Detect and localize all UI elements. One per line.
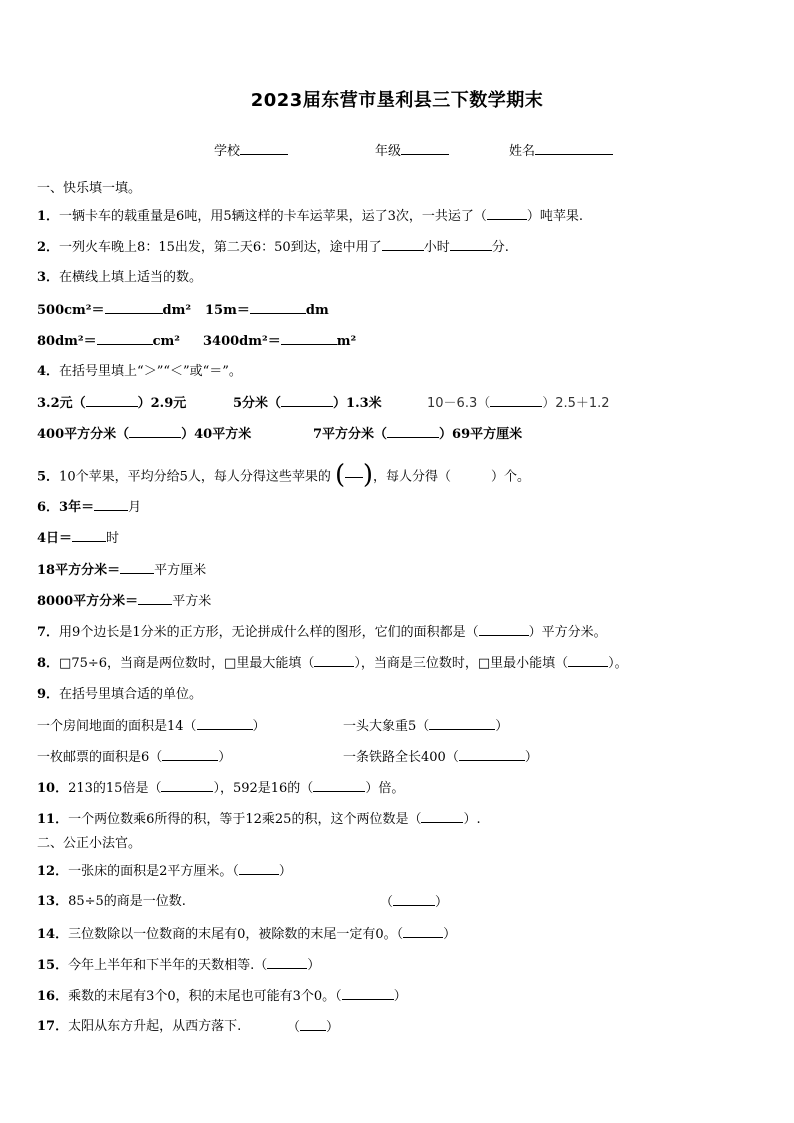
question-number: 16．	[37, 989, 69, 1004]
item-text: 3400dm²＝	[203, 334, 281, 349]
question-8	[37, 654, 628, 673]
answer-blank[interactable]	[459, 748, 525, 761]
item-text: 18平方分米＝	[37, 563, 121, 578]
q9-item-3	[37, 748, 231, 767]
question-2	[37, 238, 509, 257]
question-14	[37, 925, 456, 944]
item-unit: 平方米	[172, 594, 212, 609]
answer-blank[interactable]	[120, 561, 154, 574]
question-text: 在括号里填合适的单位。	[59, 687, 203, 702]
question-text-end: ）.	[463, 812, 481, 827]
answer-blank[interactable]	[451, 469, 491, 481]
paren-open: （	[380, 895, 394, 910]
grade-label: 年级	[375, 144, 402, 159]
item-text-end: ）	[495, 719, 509, 734]
answer-blank-2[interactable]	[313, 779, 365, 792]
item-text: 10－6.3（	[427, 396, 491, 411]
answer-blank[interactable]	[72, 529, 106, 542]
item-text: 4日＝	[37, 531, 73, 546]
question-5	[37, 462, 530, 492]
paren-close: ）	[326, 1020, 340, 1035]
question-number: 12．	[37, 864, 69, 879]
answer-blank[interactable]	[479, 623, 529, 636]
question-text-end: ）平方分米。	[528, 625, 607, 640]
question-text-end: ）。	[608, 656, 628, 671]
item-text-end: ）	[524, 750, 538, 765]
fraction-left-paren: (	[335, 460, 346, 490]
question-1	[37, 207, 583, 226]
item-text: 15m＝	[205, 303, 250, 318]
question-text: 10个苹果，平均分给5人，每人分得这些苹果的	[59, 469, 331, 485]
answer-blank-2[interactable]	[568, 654, 608, 667]
item-text: 5分米（	[233, 396, 282, 411]
section-2-heading: 二、公正小法官。	[37, 836, 142, 851]
question-text: □75÷6，当商是两位数时，□里最大能填（	[59, 656, 315, 671]
question-number: 9．	[37, 687, 60, 702]
item-text-end: ）	[252, 719, 266, 734]
question-text-end: ）	[443, 927, 457, 942]
question-12	[37, 862, 292, 881]
name-field	[509, 140, 613, 159]
question-text: 一个两位数乘6所得的积，等于12乘25的积，这个两位数是（	[68, 812, 422, 827]
answer-blank[interactable]	[267, 956, 307, 969]
answer-blank[interactable]	[487, 207, 527, 220]
q3-item-4	[203, 332, 356, 351]
item-unit: dm²	[162, 303, 192, 318]
hours-blank[interactable]	[382, 238, 424, 251]
answer-blank-1[interactable]	[314, 654, 354, 667]
question-6a	[37, 498, 141, 517]
item-text-end: ）69平方厘米	[439, 427, 523, 442]
question-6b	[37, 529, 119, 548]
answer-blank[interactable]	[342, 987, 394, 1000]
item-unit: cm²	[152, 334, 181, 349]
item-unit: dm	[305, 303, 329, 318]
item-unit: 平方厘米	[154, 563, 207, 578]
question-13	[37, 893, 186, 911]
q4-item-4	[37, 425, 251, 444]
q3-item-3	[37, 332, 180, 351]
question-number: 15．	[37, 958, 69, 973]
question-number: 14．	[37, 927, 69, 942]
q4-item-2	[233, 394, 382, 413]
question-number: 17．	[37, 1019, 69, 1034]
q3-item-2	[205, 301, 329, 320]
question-text-end: ）吨苹果.	[526, 209, 584, 224]
item-text: 500cm²＝	[37, 303, 105, 318]
question-text: 太阳从东方升起，从西方落下.	[68, 1019, 242, 1034]
question-11	[37, 810, 481, 829]
grade-field	[375, 140, 449, 159]
question-text: 一辆卡车的载重量是6吨，用5辆这样的卡车运苹果，运了3次，一共运了（	[59, 209, 487, 224]
question-10	[37, 779, 404, 798]
item-text: 一枚邮票的面积是6（	[37, 750, 163, 765]
question-4	[37, 363, 242, 381]
question-number: 2．	[37, 240, 60, 255]
question-text-mid: 小时	[423, 240, 450, 255]
answer-blank[interactable]	[94, 498, 128, 511]
question-text-end: ）	[393, 989, 407, 1004]
section-1-heading: 一、快乐填一填。	[37, 181, 142, 196]
question-number: 6．	[37, 500, 60, 515]
question-number: 1．	[37, 209, 60, 224]
question-text: 213的15倍是（	[68, 781, 162, 796]
question-13-answer	[380, 893, 448, 912]
answer-blank[interactable]	[421, 810, 463, 823]
question-7	[37, 623, 607, 642]
item-text: 400平方分米（	[37, 427, 130, 442]
question-6c	[37, 561, 206, 580]
item-unit: m²	[336, 334, 357, 349]
answer-blank[interactable]	[162, 748, 218, 761]
question-text: 一列火车晚上8：15出发，第二天6：50到达，途中用了	[59, 240, 382, 255]
school-field	[214, 140, 288, 159]
answer-blank[interactable]	[429, 717, 495, 730]
answer-blank[interactable]	[490, 394, 542, 407]
answer-blank[interactable]	[239, 862, 279, 875]
question-text: 一张床的面积是2平方厘米。（	[68, 864, 239, 879]
question-number: 5．	[37, 469, 60, 485]
item-text: 7平方分米（	[313, 427, 388, 442]
fraction-right-paren: )	[362, 460, 374, 490]
name-label: 姓名	[509, 144, 536, 159]
item-unit: 时	[106, 531, 120, 546]
question-text-mid: ），592是16的（	[213, 781, 314, 796]
question-number: 11．	[37, 812, 69, 827]
question-text: 在横线上填上适当的数。	[59, 270, 203, 285]
q9-item-1	[37, 717, 266, 736]
paren-open: （	[287, 1020, 301, 1035]
answer-blank-1[interactable]	[161, 779, 213, 792]
question-number: 7．	[37, 625, 60, 640]
item-text-end: ）2.9元	[137, 396, 187, 411]
question-text: 今年上半年和下半年的天数相等.（	[68, 958, 268, 973]
question-text: 用9个边长是1分米的正方形，无论拼成什么样的图形，它们的面积都是（	[59, 625, 479, 640]
item-text-end: ）40平方米	[181, 427, 252, 442]
q9-item-4	[343, 748, 538, 767]
question-text: 三位数除以一位数商的末尾有0，被除数的末尾一定有0。（	[68, 927, 404, 942]
q4-item-1	[37, 394, 186, 413]
question-16	[37, 987, 407, 1006]
item-text-end: ）1.3米	[333, 396, 382, 411]
school-label: 学校	[214, 144, 241, 159]
item-unit: 月	[128, 500, 142, 515]
item-text: 8000平方分米＝	[37, 594, 139, 609]
question-3	[37, 269, 202, 287]
question-text-mid: ，每人分得（	[373, 469, 452, 485]
question-15	[37, 956, 320, 975]
question-text-end: 分.	[491, 240, 509, 255]
item-text: 3.2元（	[37, 396, 86, 411]
item-text: 一个房间地面的面积是14（	[37, 719, 197, 734]
item-text-end: ）	[218, 750, 232, 765]
question-text-mid: ），当商是三位数时，□里最小能填（	[354, 656, 569, 671]
answer-blank[interactable]	[281, 332, 337, 345]
answer-blank[interactable]	[197, 717, 253, 730]
question-text: 乘数的末尾有3个0，积的末尾也可能有3个0。（	[68, 989, 342, 1004]
question-6d	[37, 592, 211, 611]
question-number: 10．	[37, 781, 69, 796]
q4-item-5	[313, 425, 522, 444]
minutes-blank[interactable]	[450, 238, 492, 251]
answer-blank[interactable]	[393, 893, 435, 906]
q9-item-2	[343, 717, 508, 736]
question-17	[37, 1018, 241, 1036]
answer-blank[interactable]	[138, 592, 172, 605]
item-text-end: ）2.5＋1.2	[542, 396, 610, 411]
question-text-end: ）倍。	[365, 781, 405, 796]
question-number: 13．	[37, 894, 69, 909]
question-text-end: ）个。	[491, 469, 531, 485]
q4-item-3	[427, 394, 610, 413]
question-number: 8．	[37, 656, 60, 671]
question-text-end: ）	[307, 958, 321, 973]
question-text-end: ）	[278, 864, 292, 879]
answer-blank[interactable]	[300, 1018, 326, 1031]
item-text: 80dm²＝	[37, 334, 97, 349]
q3-item-1	[37, 301, 191, 320]
fraction-blank[interactable]	[335, 462, 373, 492]
school-blank[interactable]	[240, 142, 288, 155]
item-text: 一头大象重5（	[343, 719, 430, 734]
answer-blank[interactable]	[281, 394, 333, 407]
question-text: 85÷5的商是一位数.	[68, 894, 186, 909]
question-number: 4．	[37, 364, 60, 379]
question-17-answer	[287, 1018, 339, 1037]
answer-blank[interactable]	[250, 301, 306, 314]
answer-blank[interactable]	[129, 425, 181, 438]
grade-blank[interactable]	[401, 142, 449, 155]
question-number: 3．	[37, 270, 60, 285]
answer-blank[interactable]	[387, 425, 439, 438]
answer-blank[interactable]	[105, 301, 163, 314]
question-text: 在括号里填上“＞”“＜”或“＝”。	[59, 364, 242, 379]
answer-blank[interactable]	[97, 332, 153, 345]
fraction-bar	[345, 477, 363, 478]
item-text: 一条铁路全长400（	[343, 750, 459, 765]
question-9	[37, 686, 202, 704]
answer-blank[interactable]	[403, 925, 443, 938]
paren-close: ）	[435, 895, 449, 910]
page-title: 2023届东营市垦利县三下数学期末	[250, 90, 544, 111]
name-blank[interactable]	[535, 142, 613, 155]
answer-blank[interactable]	[86, 394, 138, 407]
item-text: 3年＝	[59, 500, 95, 515]
